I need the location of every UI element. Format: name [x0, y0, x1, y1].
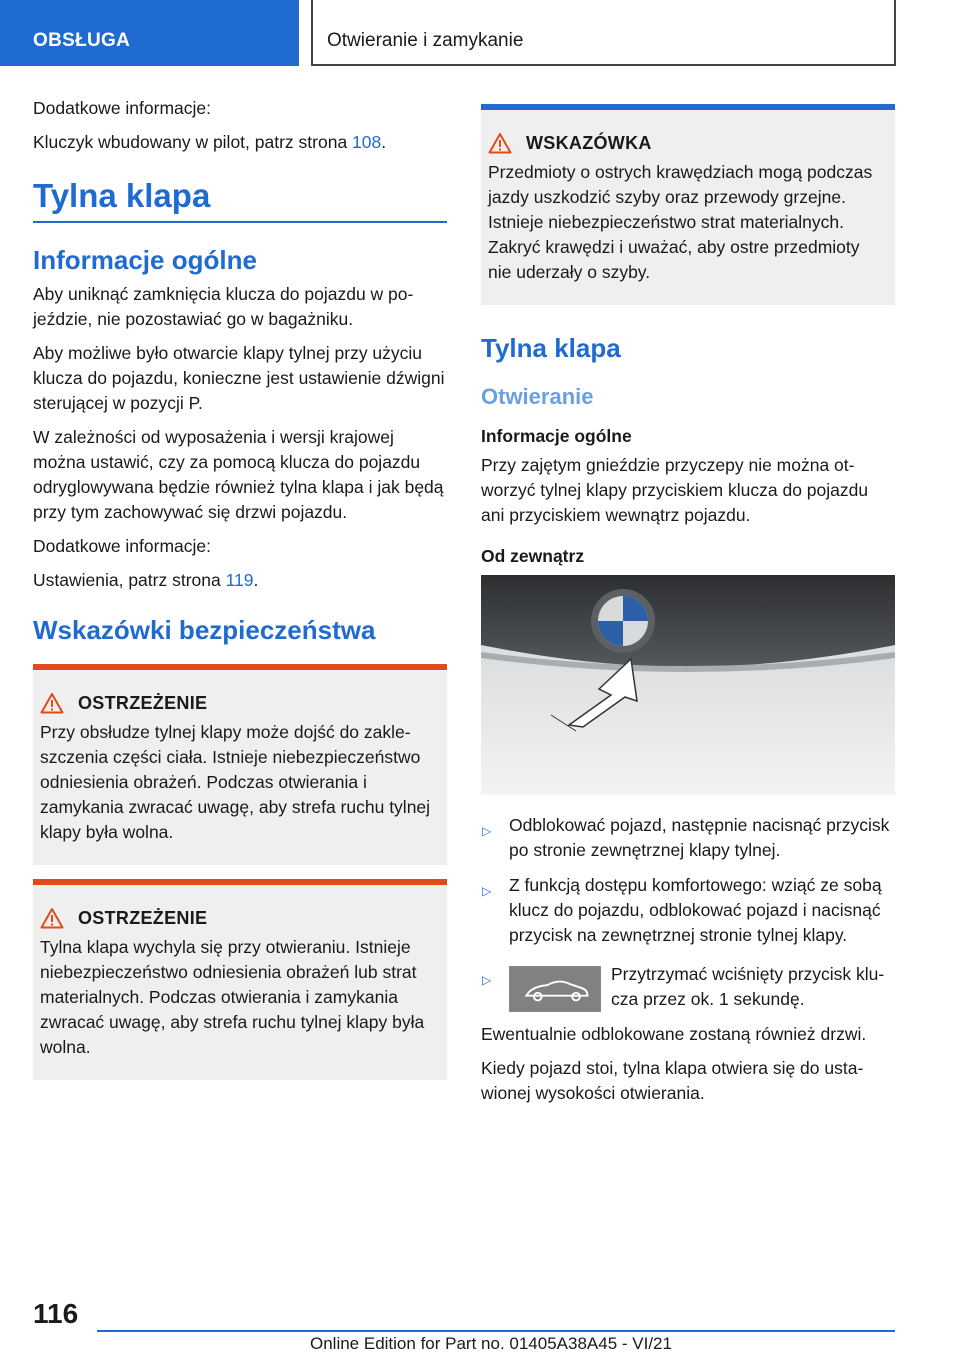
general-info-text: Przy zajętym gnieździe przyczepy nie można otworzyć tylnej klapy przyciskiem klucza do pojazdu ani przyciskiem wewnątrz pojazdu. [481, 455, 869, 525]
extra-paragraph: Ustawienia, patrz strona 119. [33, 570, 259, 590]
list-item: ▷ Z funkcją dostępu komfortowego: wziąć ze sobą klucz do pojazdu, odblokować pojazd i nacisnąć przycisk na zewnętrznej stronie tylnej klapy. [481, 873, 895, 948]
note-title: WSKAZÓWKA [526, 132, 652, 153]
warning-triangle-icon [40, 907, 64, 929]
left-column [33, 96, 447, 1094]
warning-text: Tylna klapa wychyla się przy otwieraniu. Istnieje niebezpieczeństwo odniesienia obrażeń lub strat materialnych. Podczas otwierania i zamykania zwracać uwagę, aby strefa ruchu tylnej klapy była wolna. [40, 937, 425, 1057]
page-header [0, 0, 960, 66]
page-link-108[interactable]: 108 [352, 132, 382, 152]
section-tab: OBSŁUGA [0, 0, 299, 66]
list-item: ▷ Przytrzymać wciśnięty przycisk klucza przez ok. 1 sekundę. [481, 962, 895, 1012]
intro-label: Dodatkowe informacje: [33, 98, 211, 118]
paragraph-2: Aby możliwe było otwarcie klapy tylnej przy użyciu klucza do pojazdu, konieczne jest ustawienie dźwigni sterującej w pozycji P. [33, 343, 445, 413]
triangle-bullet-icon: ▷ [482, 824, 492, 838]
edition-note: Online Edition for Part no. 01405A38A45 - VI/21 [310, 1334, 672, 1353]
outside-heading: Od zewnątrz [481, 546, 585, 566]
intro-paragraph: Kluczyk wbudowany w pilot, patrz strona 108. [33, 132, 387, 152]
warning-title: OSTRZEŻENIE [78, 907, 208, 928]
warning-triangle-icon [40, 692, 64, 714]
warning-triangle-icon [488, 132, 512, 154]
paragraph-3: W zależności od wyposażenia i wersji krajowej można ustawić, czy za pomocą klucza do pojazdu odryglowywana będzie również tylna klapa i jak będą przy tym zachowywać się drzwi pojazdu. [33, 427, 444, 522]
note-box [481, 104, 895, 305]
section-title: Tylna klapa [481, 333, 621, 363]
car-trunk-key-icon [509, 966, 601, 1012]
triangle-bullet-icon: ▷ [482, 884, 492, 898]
note-text: Przedmioty o ostrych krawędziach mogą podczas jazdy uszkodzić szyby oraz przewody grzejne. Istnieje niebezpieczeństwo strat materialnych. Zakryć krawędzi i uważać, aby ostre przedmioty nie uderzały o szyby. [488, 162, 873, 282]
page-link-119[interactable]: 119 [225, 570, 254, 590]
general-info-heading: Informacje ogólne [481, 426, 632, 446]
chapter-title: Otwieranie i zamykanie [311, 0, 896, 66]
general-info-heading: Informacje ogólne [33, 245, 257, 275]
safety-heading: Wskazówki bezpieczeństwa [33, 615, 376, 645]
warning-text: Przy obsłudze tylnej klapy może dojść do zakleszczenia części ciała. Istnieje niebezpieczeństwo odniesienia obrażeń. Podczas otwierania i zamykania zwracać uwagę, aby strefa ruchu tylnej klapy była wolna. [40, 722, 431, 842]
warning-box-1 [33, 664, 447, 865]
paragraph-1: Aby uniknąć zamknięcia klucza do pojazdu w pojeździe, nie pozostawiać go w bagażniku. [33, 284, 414, 329]
list-item: ▷ Odblokować pojazd, następnie nacisnąć przycisk po stronie zewnętrznej klapy tylnej. [481, 813, 895, 863]
extra-label: Dodatkowe informacje: [33, 536, 211, 556]
trunk-button-photo [481, 575, 895, 795]
paragraph-after-1: Ewentualnie odblokowane zostaną również drzwi. [481, 1024, 867, 1044]
page-number: 116 [33, 1298, 79, 1329]
page-title: Tylna klapa [33, 177, 447, 223]
triangle-bullet-icon: ▷ [482, 973, 492, 987]
warning-box-2 [33, 879, 447, 1080]
paragraph-after-2: Kiedy pojazd stoi, tylna klapa otwiera się do ustawionej wysokości otwierania. [481, 1058, 864, 1103]
warning-title: OSTRZEŻENIE [78, 692, 208, 713]
opening-heading: Otwieranie [481, 384, 594, 409]
footer-divider [97, 1330, 895, 1332]
right-column [481, 96, 895, 1115]
